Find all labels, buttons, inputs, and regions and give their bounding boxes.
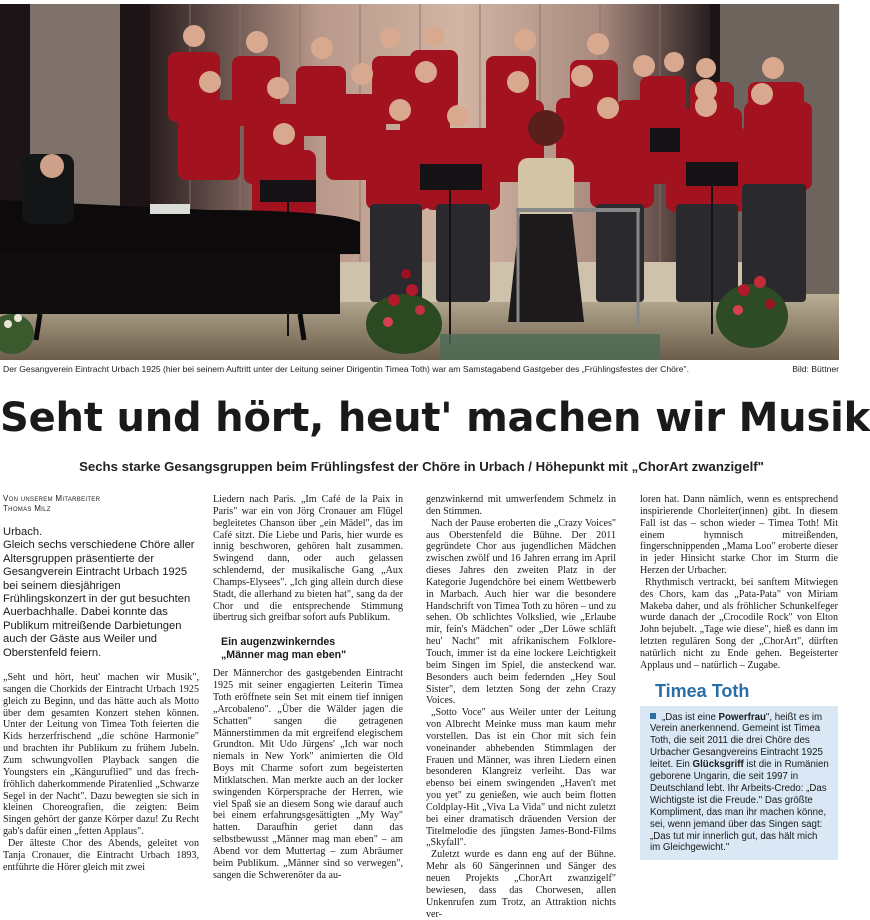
info-text: ", heißt es im Verein anerkennend. Gemeint ist Timea Toth, die seit 2011 die drei Chöre des Urbacher Gesangvereins Eintracht 1925 leitet. Ein bbox=[650, 711, 823, 771]
byline-author: Thomas Milz bbox=[3, 504, 51, 513]
paragraph: genzwinkernd mit umwerfendem Schmelz in den Stimmen. bbox=[426, 494, 616, 517]
sidebar-title: Timea Toth bbox=[655, 680, 750, 701]
article-column-3 bbox=[426, 494, 616, 920]
caption-text: Der Gesangverein Eintracht Urbach 1925 (hier bei seinem Auftritt unter der Leitung seiner Dirigentin Timea Toth) war am Samstagabend Gastgeber des „Frühlingsfestes der Chöre". bbox=[3, 364, 689, 374]
article-column-4 bbox=[640, 494, 838, 860]
paragraph: Der älteste Chor des Abends, geleitet von Tanja Cronauer, die Eintracht Urbach 1893, entführte die Hörer gleich mit zwei bbox=[3, 837, 199, 873]
paragraph: Zuletzt wurde es dann eng auf der Bühne. Mehr als 60 Sängerinnen und Sänger des neuen Projekts „ChorArt zwanzigelf" bewiesen, dass das Chorwesen, allen Unkenrufen zum Trotz, an Attraktion nichts ver- bbox=[426, 849, 616, 920]
subtitle-line: Ein augenzwinkerndes bbox=[221, 636, 336, 649]
dateline: Urbach. bbox=[3, 526, 43, 538]
info-bold: Powerfrau bbox=[718, 711, 766, 723]
paragraph: Liedern nach Paris. „Im Café de la Paix in Paris" war ein von Jörg Cronauer am Flügel begleitetes Chanson über „ein Mädel", das im Café sitzt. Die Liebe und Paris, hier wurde es innig beschworen, gehören halt zusammen. Swingend dann, oder auch gelassen schlendernd, der musikalische Gang „Aux Champs-Elysees". „Ich ging allein durch diese Stadt, die allerhand zu bieten hat", sang da der Chor und die entsprechende Stimmung übertrug sich greifbar sofort aufs Publikum. bbox=[213, 494, 403, 624]
article-lead bbox=[3, 526, 199, 660]
article-column-1 bbox=[3, 526, 199, 873]
byline bbox=[3, 494, 100, 514]
byline-role: Von unserem Mitarbeiter bbox=[3, 494, 101, 503]
square-bullet-icon bbox=[650, 713, 656, 719]
photo-caption bbox=[3, 364, 839, 378]
choir-photo-illustration bbox=[0, 4, 839, 360]
paragraph: Rhythmisch vertrackt, bei sanftem Mitwiegen des Chors, kam das „Pata-Pata" von Miriam Makeba daher, und als fröhlicher Schunkelfeger wurde danach der „Crocodile Rock" von Elton John bejubelt. „Tage wie diese", hieß es dann im letzten regulären Song der „ChorArt", dürften natürlich nicht zu Ende gehen. Begeisterter Applaus und – natürlich – Zugabe. bbox=[640, 576, 838, 671]
info-text: „Das ist eine bbox=[662, 711, 719, 723]
paragraph: Der Männerchor des gastgebenden Eintracht 1925 mit seiner engagierten Leiterin Timea Toth eröffnete sein Set mit einem tief innigen „Arcobaleno". „Über die Wälder jagen die Schatten" sangen die getragenen Männerstimmen da mit ergreifend elegischem Grundton. Mit Udo Jürgens' „Ich war noch niemals in New York" animierten die Old Boys mit Charme sofort zum begeisterten Mitklatschen. Man merkte auch an der locker swingenden Körpersprache der Herren, wie viel Spaß sie an diesem Song wie darauf auch bei einem erfahrungsgesättigten „My Way" hatten. Daraufhin geriet dann das selbstbewusst „Männer mag man eben" – am Abend vor dem Muttertag – zum Abräumer beim Publikum. „Männer sind so verwegen", sangen die Schwerenöter da au- bbox=[213, 668, 403, 881]
lead-text: Gleich sechs verschiedene Chöre aller Altersgruppen präsentierte der Gesangverein Eintracht Urbach 1925 bei seinem diesjährigen Frühlingskonzert in der gut besuchten Auerbachhalle. Dabei konnte das Publikum mitreißende Darbietungen auch der Gäste aus Weiler und Oberstenfeld feiern. bbox=[3, 539, 195, 659]
paragraph: „Sotto Voce" aus Weiler unter der Leitung von Albrecht Meinke muss man kaum mehr vorstellen. Das ist ein Chor mit sich fein voneinander abhebenden Stimmlagen der Frauen und Männer, was ihren Liedern einen besonderen Klangreiz verleiht. Das war ebenso bei einem swingenden „Haven't met you yet" zu genießen, wie auch beim flotten Coldplay-Hit „Viva La Vida" und nicht zuletzt bei einer dramatisch dräuenden Version der Titelmelodie des jüngsten James-Bond-Films „Skyfall". bbox=[426, 707, 616, 849]
info-bold: Glücksgriff bbox=[692, 759, 744, 771]
subheadline: Sechs starke Gesangsgruppen beim Frühlingsfest der Chöre in Urbach / Höhepunkt mit „ChorArt zwanzigelf" bbox=[79, 459, 764, 474]
info-box bbox=[640, 706, 838, 861]
section-subtitle bbox=[221, 636, 403, 662]
info-text: ist die in Rumänien geborene Ungarin, die seit 1997 in Deutschland lebt. Ihr Arbeits-Credo: „Das Wichtigste ist die Freude." Das größte Kompliment, das man ihr machen könne, sei, wenn jemand über das Singen sagt: „Das tut mir innerlich gut, das hält mich im Gleichgewicht." bbox=[650, 759, 829, 854]
headline: Seht und hört, heut' machen wir Musik bbox=[0, 395, 870, 441]
paragraph: loren hat. Dann nämlich, wenn es entsprechend inspirierende Chorleiter(innen) gibt. In diesem Fall ist das – schon wieder – Timea Toth! Mit einem hymnisch mitreißenden, fingerschnippenden „Mama Loo" eroberte dieser in jeder Hinsicht starke Chor im Sturm die Herzen der Urbacher. bbox=[640, 494, 838, 577]
paragraph: „Seht und hört, heut' machen wir Musik", sangen die Chorkids der Eintracht Urbach 1925 gleich zu Beginn, und das hätte auch als Motto über dem gesamten Konzert stehen können. Unter der Leitung von Timea Toth feierten die Kids herzerfrischend „die schöne Harmonie" und brachten ihr Publikum zu frühem Jubeln. Zum schwungvollen Playback sangen die Youngsters ein „Känguruflied" und das frech-fröhlich daherkommende Piratenlied „Schwarze Segel in der Nacht". Dazu bewegten sie sich in kleinen Choreografien, die zeigten: Beim Singen gehört der ganze Körper dazu! Zu Recht gab's dafür einen „fetten Applaus". bbox=[3, 672, 199, 838]
photo-credit: Bild: Büttner bbox=[792, 364, 839, 374]
article-photo bbox=[0, 4, 839, 360]
subtitle-line: „Männer mag man eben" bbox=[221, 649, 347, 662]
paragraph: Nach der Pause eroberten die „Crazy Voices" aus Oberstenfeld die Bühne. Der 2011 gegründete Chor aus jugendlichen Mädchen zwischen zwölf und 16 Jahren errang im April dieses Jahres den zweiten Platz in der Kategorie Jugendchöre bei einem Wettbewerb in Marbach. Auch hier war die besondere Handschrift von Timea Toth zu hören – und zu sehen. Ob schlichtes Volkslied, wie „Erlaube mir, fein's Mädchen" oder „Der Löwe schläft heu' Nacht" mit afrikanischem Folklore-Touch, immer ist da eine lockere Leichtigkeit beim Singen im Spiel, die ansteckend war. Besonders auch beim federnden „Hey Soul Sister", dem letzten Song der zehn Crazy Voices. bbox=[426, 517, 616, 707]
article-column-2 bbox=[213, 494, 403, 881]
